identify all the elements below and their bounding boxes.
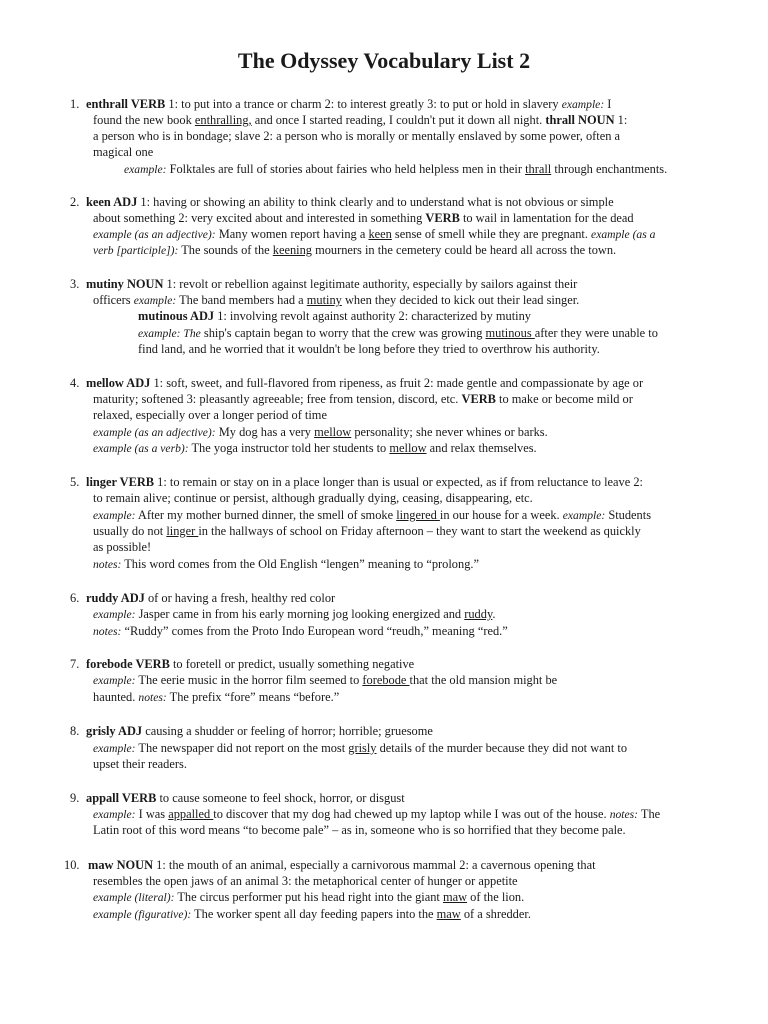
entry-line <box>138 308 531 324</box>
example-label: example: <box>561 98 605 111</box>
entry-line <box>70 790 405 806</box>
vocab-word-underlined: forebode <box>362 673 410 687</box>
entry-headword: thrall NOUN <box>545 113 615 127</box>
example-text: Jasper came in from his early morning jog looking energized and <box>135 607 465 621</box>
entry-number: 6. <box>70 591 80 605</box>
example-text: I was <box>135 807 169 821</box>
entry-line <box>93 606 495 623</box>
entry-headword: grisly ADJ <box>86 724 143 738</box>
entry-line <box>93 226 655 243</box>
entry-number: 8. <box>70 724 80 738</box>
example-text: Folktales are full of stories about fairies who held helpless men in their <box>166 162 526 176</box>
entry-headword: ruddy ADJ <box>86 591 145 605</box>
entry-line: Latin root of this word means “to become pale” – as in, someone who is so horrified that they become pale. <box>93 823 626 837</box>
entry-line <box>70 96 611 113</box>
example-text: The yoga instructor told her students to <box>188 441 390 455</box>
example-text: sense of smell while they are pregnant. <box>391 227 592 241</box>
part-of-speech: VERB <box>425 211 460 225</box>
example-label: example (figurative): <box>93 908 192 921</box>
definition-text: causing a shudder or feeling of horror; horrible; gruesome <box>142 724 433 738</box>
notes-label: notes: <box>138 691 167 704</box>
example-text: . <box>492 607 496 621</box>
notes-label: notes: <box>93 558 122 571</box>
example-text: details of the murder because they did not want to <box>376 741 628 755</box>
entry-line: relaxed, especially over a longer period of time <box>93 408 327 422</box>
example-label: example: <box>124 163 167 176</box>
entry-headword: linger VERB <box>86 475 155 489</box>
example-label: example (literal): <box>93 891 175 904</box>
vocab-word-underlined: mellow <box>389 441 427 455</box>
definition-text: maturity; softened 3: pleasantly agreeable; free from tension, discord, etc. <box>93 392 462 406</box>
entry-number: 10. <box>64 858 80 872</box>
entry-line <box>93 424 548 441</box>
entry-line <box>93 112 627 128</box>
example-text: The newspaper did not report on the most <box>135 741 349 755</box>
example-label: example: <box>562 509 606 522</box>
example-text: The sounds of the <box>178 243 273 257</box>
example-text: The worker spent all day feeding papers into the <box>191 907 437 921</box>
entry-line <box>70 474 643 490</box>
vocab-word-underlined: maw <box>442 890 468 904</box>
vocab-word-underlined: mellow <box>314 425 352 439</box>
example-label: example: <box>93 509 136 522</box>
example-text: and relax themselves. <box>426 441 537 455</box>
entry-line <box>70 194 614 210</box>
entry-line: upset their readers. <box>93 757 187 771</box>
example-label: example: The <box>138 327 201 340</box>
definition-text: to foretell or predict, usually something negative <box>169 657 415 671</box>
vocab-word-underlined: enthralling, <box>194 113 252 127</box>
definition-text: 1: having or showing an ability to think clearly and to understand what is not obvious or simple <box>137 195 614 209</box>
example-text: in our house for a week. <box>439 508 563 522</box>
example-label: example: <box>93 608 136 621</box>
entry-line <box>93 806 660 823</box>
notes-label: notes: <box>609 808 639 821</box>
entry-line <box>70 590 335 606</box>
entry-number: 2. <box>70 195 80 209</box>
entry-line <box>124 161 667 178</box>
notes-label: notes: <box>93 625 122 638</box>
vocab-word-underlined: grisly <box>348 741 377 755</box>
entry-line <box>93 292 579 309</box>
definition-text: 1: to put into a trance or charm 2: to interest greatly 3: to put or hold in slavery <box>165 97 562 111</box>
definition-text: 1: involving revolt against authority 2: characterized by mutiny <box>214 309 532 323</box>
example-text: mourners in the cemetery could be heard all across the town. <box>311 243 617 257</box>
example-text: usually do not <box>93 524 167 538</box>
definition-text: to cause someone to feel shock, horror, or disgust <box>156 791 405 805</box>
entry-line: as possible! <box>93 540 152 554</box>
entry-line <box>70 656 414 672</box>
entry-line <box>64 857 596 873</box>
entry-headword: keen ADJ <box>86 195 138 209</box>
entry-line <box>93 906 531 923</box>
entry-headword: mutiny NOUN <box>86 277 164 291</box>
vocab-word-underlined: ruddy <box>464 607 493 621</box>
entry-number: 7. <box>70 657 80 671</box>
entry-line: a person who is in bondage; slave 2: a person who is morally or mentally enslaved by some power, often a <box>93 129 621 143</box>
entry-number: 1. <box>70 97 80 111</box>
example-label: example (as an adjective): <box>93 228 216 241</box>
example-label: example: <box>93 674 136 687</box>
vocab-word-underlined: lingered <box>396 508 440 522</box>
vocab-word-underlined: keening <box>272 243 312 257</box>
example-text: of the lion. <box>467 890 525 904</box>
example-text: that the old mansion might be <box>409 673 558 687</box>
example-text: to discover that my dog had chewed up my laptop while I was out of the house. <box>213 807 610 821</box>
entry-line <box>70 723 433 739</box>
entry-line: resembles the open jaws of an animal 3: the metaphorical center of hunger or appetite <box>93 874 518 888</box>
entry-line <box>93 440 537 457</box>
entry-line: find land, and he worried that it wouldn't be long before they tried to overthrow his authority. <box>138 342 600 356</box>
part-of-speech: VERB <box>461 392 496 406</box>
entry-line: to remain alive; continue or persist, although gradually dying, ceasing, disappearing, etc. <box>93 491 533 505</box>
entry-line <box>93 391 633 407</box>
entry-line <box>93 889 524 906</box>
vocab-word-underlined: appalled <box>168 807 214 821</box>
example-label: example: <box>93 808 136 821</box>
example-label: example (as an adjective): <box>93 426 216 439</box>
entry-line <box>70 276 577 292</box>
entry-line <box>93 689 339 706</box>
entry-line <box>93 623 508 640</box>
example-label: example (as a verb): <box>93 442 189 455</box>
entry-number: 4. <box>70 376 80 390</box>
entry-line <box>93 210 634 226</box>
definition-text: 1: revolt or rebellion against legitimate authority, especially by sailors against their <box>163 277 578 291</box>
example-text: I <box>604 97 612 111</box>
definition-text: officers <box>93 293 134 307</box>
entry-headword: maw NOUN <box>88 858 154 872</box>
example-text: The eerie music in the horror film seemed to <box>135 673 363 687</box>
example-label: example (as a <box>591 228 656 241</box>
example-label: example: <box>93 742 136 755</box>
entry-line <box>93 740 627 757</box>
definition-text: 1: <box>614 113 628 127</box>
example-text: The band members had a <box>176 293 307 307</box>
example-text: The circus performer put his head right into the giant <box>174 890 443 904</box>
entry-line <box>70 375 643 391</box>
entry-line <box>138 325 658 342</box>
entry-headword: enthrall VERB <box>86 97 166 111</box>
notes-text: The <box>638 807 661 821</box>
example-text: ship's captain began to worry that the crew was growing <box>200 326 486 340</box>
example-text: and once I started reading, I couldn't put it down all night. <box>251 113 546 127</box>
definition-text: of or having a fresh, healthy red color <box>144 591 336 605</box>
vocab-word-underlined: thrall <box>525 162 552 176</box>
entry-headword: forebode VERB <box>86 657 170 671</box>
example-text: found the new book <box>93 113 195 127</box>
example-text: in the hallways of school on Friday afternoon – they want to start the weekend as quickly <box>198 524 641 538</box>
entry-number: 9. <box>70 791 80 805</box>
entry-headword: appall VERB <box>86 791 157 805</box>
definition-text: 1: soft, sweet, and full-flavored from ripeness, as fruit 2: made gentle and compassionate by age or <box>150 376 644 390</box>
definition-text: 1: to remain or stay on in a place longer than is usual or expected, as if from reluctance to leave 2: <box>154 475 643 489</box>
entry-line <box>93 556 479 573</box>
entry-line <box>93 242 616 259</box>
example-text: when they decided to kick out their lead singer. <box>341 293 580 307</box>
vocab-word-underlined: maw <box>436 907 461 921</box>
example-text: after they were unable to <box>534 326 658 340</box>
entry-line <box>93 507 651 524</box>
entry-number: 3. <box>70 277 80 291</box>
vocab-word-underlined: keen <box>368 227 392 241</box>
example-text: Many women report having a <box>215 227 369 241</box>
entry-line <box>93 672 557 689</box>
example-label: verb [participle]): <box>93 244 179 257</box>
definition-text: about something 2: very excited about and interested in something <box>93 211 426 225</box>
vocab-word-underlined: mutinous <box>485 326 535 340</box>
example-text: haunted. <box>93 690 139 704</box>
entry-line: magical one <box>93 145 154 159</box>
entry-line <box>93 523 641 539</box>
page-title: The Odyssey Vocabulary List 2 <box>237 48 531 73</box>
example-text: personality; she never whines or barks. <box>351 425 548 439</box>
notes-text: This word comes from the Old English “lengen” meaning to “prolong.” <box>121 557 479 571</box>
definition-text: to wail in lamentation for the dead <box>459 211 634 225</box>
example-text: of a shredder. <box>460 907 531 921</box>
example-text: through enchantments. <box>551 162 668 176</box>
notes-text: “Ruddy” comes from the Proto Indo European word “reudh,” meaning “red.” <box>121 624 508 638</box>
notes-text: The prefix “fore” means “before.” <box>166 690 340 704</box>
example-text: My dog has a very <box>215 425 315 439</box>
example-text: Students <box>605 508 652 522</box>
entry-headword: mutinous ADJ <box>138 309 215 323</box>
entry-headword: mellow ADJ <box>86 376 151 390</box>
entry-number: 5. <box>70 475 80 489</box>
example-label: example: <box>133 294 177 307</box>
definition-text: to make or become mild or <box>495 392 633 406</box>
vocab-word-underlined: linger <box>166 524 199 538</box>
vocab-word-underlined: mutiny <box>306 293 342 307</box>
example-text: After my mother burned dinner, the smell of smoke <box>135 508 397 522</box>
definition-text: 1: the mouth of an animal, especially a carnivorous mammal 2: a cavernous opening that <box>153 858 596 872</box>
